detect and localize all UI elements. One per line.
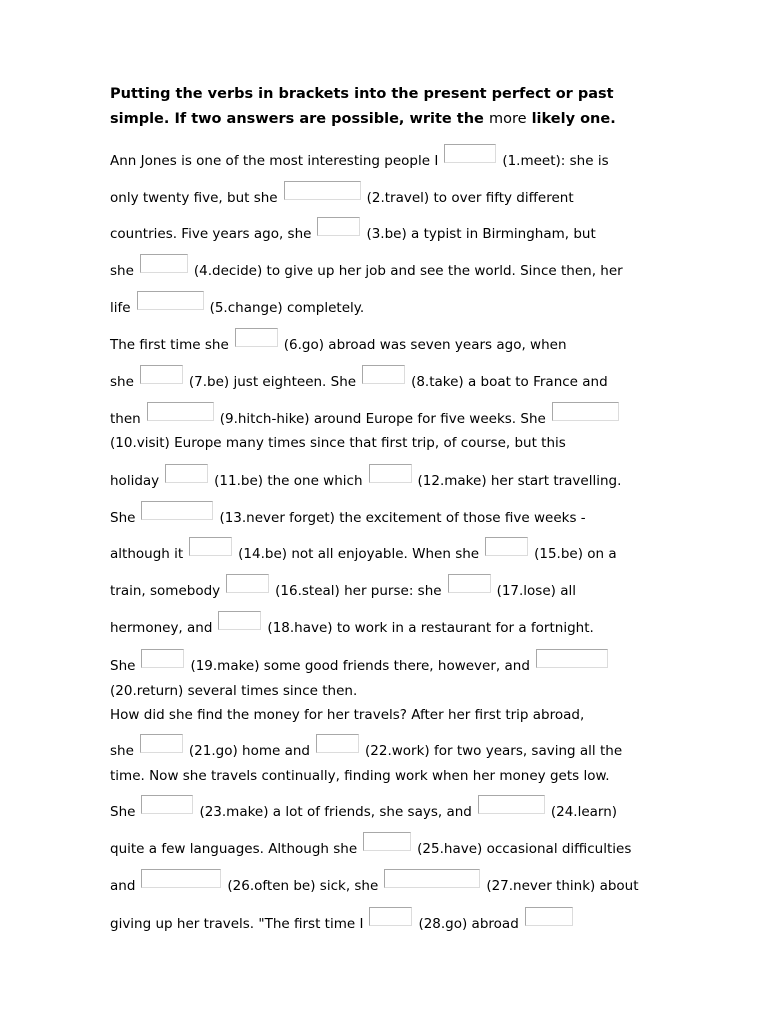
exercise-line-2 [110, 182, 574, 206]
answer-blank-21[interactable] [140, 734, 183, 753]
line-text: (4.decide) to give up her job and see the world. Since then, her [193, 263, 623, 279]
line-text: How did she find the money for her travels? After her first trip abroad, [110, 707, 585, 723]
answer-blank-28[interactable] [369, 907, 412, 926]
exercise-line-9 [110, 427, 566, 451]
line-text: (11.be) the one which [214, 473, 363, 489]
exercise-line-15 [110, 650, 614, 674]
line-text: giving up her travels. "The first time I [110, 916, 364, 932]
instructions-heading [110, 82, 670, 131]
answer-blank-1[interactable] [444, 144, 496, 163]
line-text: quite a few languages. Although she [110, 841, 358, 857]
answer-blank-13[interactable] [141, 501, 213, 520]
instructions-text-3: likely one. [531, 110, 616, 127]
answer-blank-26[interactable] [141, 869, 221, 888]
line-text: (27.never think) about [486, 878, 639, 894]
line-text: hermoney, and [110, 620, 213, 636]
answer-blank-24[interactable] [478, 795, 545, 814]
answer-blank-3[interactable] [317, 217, 360, 236]
answer-blank-8[interactable] [362, 365, 405, 384]
line-text: (18.have) to work in a restaurant for a fortnight. [267, 620, 594, 636]
line-text: although it [110, 546, 184, 562]
exercise-line-14 [110, 612, 594, 636]
answer-blank-20[interactable] [536, 649, 608, 668]
answer-blank-18[interactable] [218, 611, 261, 630]
exercise-line-22 [110, 870, 639, 894]
answer-blank-9[interactable] [147, 402, 214, 421]
line-text: (7.be) just eighteen. She [188, 374, 357, 390]
line-text: holiday [110, 473, 160, 489]
answer-blank-23[interactable] [141, 795, 193, 814]
line-text: and [110, 878, 136, 894]
line-text: (3.be) a typist in Birmingham, but [366, 226, 596, 242]
line-text: she [110, 743, 134, 759]
line-text: (19.make) some good friends there, however, and [190, 658, 530, 674]
exercise-line-11 [110, 502, 586, 526]
answer-blank-11[interactable] [165, 464, 208, 483]
answer-blank-10[interactable] [552, 402, 619, 421]
instructions-text-1: Putting the verbs in brackets into the present perfect or past simple. If two answers are possible, write the [110, 86, 614, 127]
answer-blank-7[interactable] [140, 365, 183, 384]
exercise-line-19 [110, 760, 610, 784]
line-text: she [110, 374, 134, 390]
line-text: she [110, 263, 134, 279]
answer-blank-29[interactable] [525, 907, 573, 926]
exercise-line-23 [110, 908, 579, 932]
answer-blank-4[interactable] [140, 254, 188, 273]
line-text: (2.travel) to over fifty different [366, 190, 574, 206]
answer-blank-27[interactable] [384, 869, 480, 888]
exercise-line-3 [110, 218, 596, 242]
answer-blank-14[interactable] [189, 537, 232, 556]
answer-blank-25[interactable] [363, 832, 411, 851]
line-text: time. Now she travels continually, finding work when her money gets low. [110, 768, 610, 784]
line-text: only twenty five, but she [110, 190, 278, 206]
line-text: (23.make) a lot of friends, she says, and [199, 804, 472, 820]
answer-blank-22[interactable] [316, 734, 359, 753]
line-text: then [110, 411, 141, 427]
line-text: (21.go) home and [188, 743, 310, 759]
line-text: (17.lose) all [496, 583, 576, 599]
line-text: (26.often be) sick, she [227, 878, 379, 894]
exercise-line-4 [110, 255, 623, 279]
answer-blank-19[interactable] [141, 649, 184, 668]
line-text: (12.make) her start travelling. [417, 473, 622, 489]
answer-blank-17[interactable] [448, 574, 491, 593]
answer-blank-16[interactable] [226, 574, 269, 593]
line-text: She [110, 510, 136, 526]
exercise-line-6 [110, 329, 567, 353]
answer-blank-15[interactable] [485, 537, 528, 556]
answer-blank-12[interactable] [369, 464, 412, 483]
exercise-line-12 [110, 538, 617, 562]
line-text: (1.meet): she is [502, 153, 609, 169]
line-text: (6.go) abroad was seven years ago, when [283, 337, 567, 353]
line-text: countries. Five years ago, she [110, 226, 312, 242]
line-text: (8.take) a boat to France and [411, 374, 608, 390]
exercise-line-21 [110, 833, 631, 857]
line-text: (15.be) on a [534, 546, 617, 562]
instructions-text-2: more [488, 110, 527, 127]
exercise-line-8 [110, 403, 625, 427]
line-text: (28.go) abroad [418, 916, 519, 932]
exercise-line-1 [110, 145, 609, 169]
line-text: She [110, 804, 136, 820]
line-text: (20.return) several times since then. [110, 683, 358, 699]
line-text: train, somebody [110, 583, 221, 599]
answer-blank-5[interactable] [137, 291, 204, 310]
exercise-line-18 [110, 735, 622, 759]
line-text: (13.never forget) the excitement of those five weeks - [219, 510, 586, 526]
exercise-line-5 [110, 292, 364, 316]
line-text: (16.steal) her purse: she [275, 583, 442, 599]
exercise-line-13 [110, 575, 576, 599]
answer-blank-6[interactable] [235, 328, 278, 347]
line-text: (22.work) for two years, saving all the [365, 743, 623, 759]
exercise-line-16 [110, 675, 357, 699]
exercise-line-17 [110, 699, 584, 723]
line-text: (9.hitch-hike) around Europe for five weeks. She [219, 411, 546, 427]
line-text: Ann Jones is one of the most interesting people I [110, 153, 439, 169]
line-text: The first time she [110, 337, 229, 353]
line-text: (5.change) completely. [209, 300, 365, 316]
line-text: (25.have) occasional difficulties [417, 841, 632, 857]
line-text: (10.visit) Europe many times since that first trip, of course, but this [110, 435, 566, 451]
exercise-line-20 [110, 796, 617, 820]
exercise-line-7 [110, 366, 608, 390]
answer-blank-2[interactable] [284, 181, 361, 200]
exercise-line-10 [110, 465, 621, 489]
line-text: She [110, 658, 136, 674]
line-text: (14.be) not all enjoyable. When she [238, 546, 480, 562]
line-text: (24.learn) [550, 804, 618, 820]
line-text: life [110, 300, 131, 316]
